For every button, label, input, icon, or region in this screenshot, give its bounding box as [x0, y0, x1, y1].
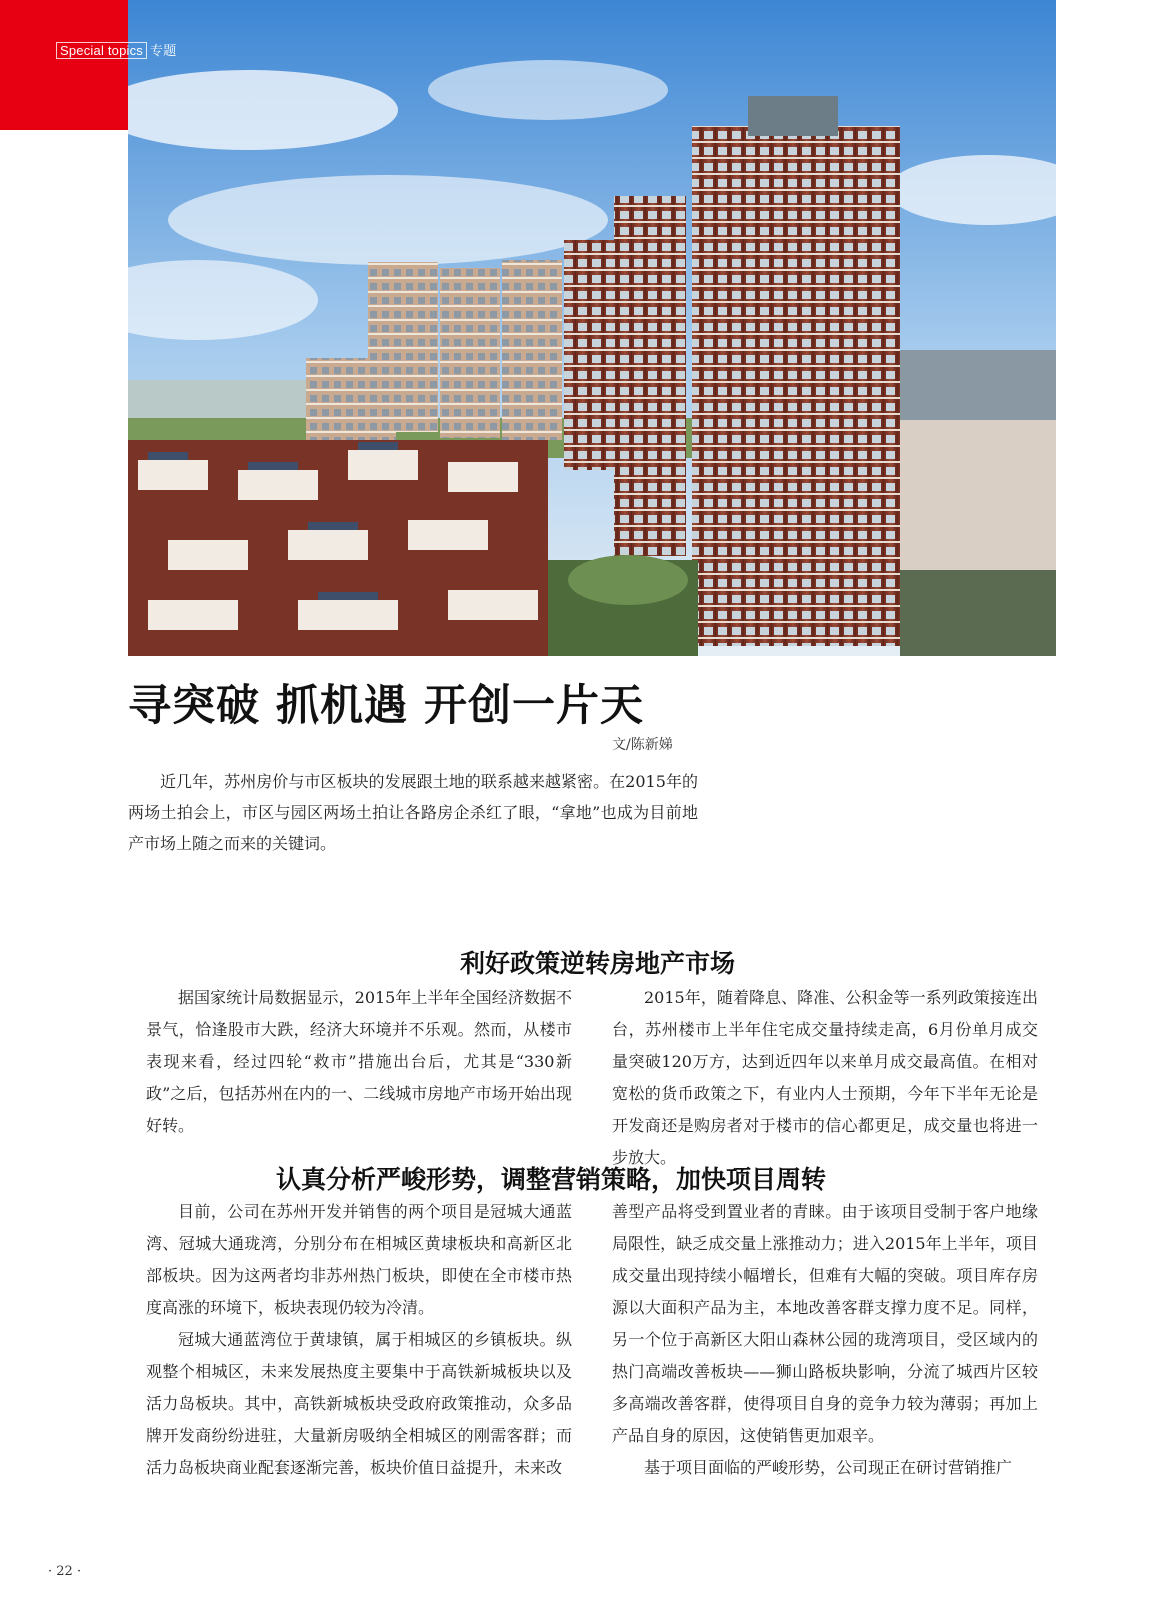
section2-right-column [612, 1196, 1038, 1484]
hero-photo [128, 0, 1056, 656]
section-tag [56, 40, 176, 59]
section1-left-paragraph: 据国家统计局数据显示，2015年上半年全国经济数据不景气，恰逢股市大跌，经济大环境并不乐观。然而，从楼市表现来看，经过四轮“救市”措施出台后，尤其是“330新政”之后，包括苏州在内的一、二线城市房地产市场开始出现好转。 [146, 988, 572, 1135]
section2-right-paragraph-1: 善型产品将受到置业者的青睐。由于该项目受制于客户地缘局限性，缺乏成交量上涨推动力；进入2015年上半年，项目成交量出现持续小幅增长，但难有大幅的突破。项目库存房源以大面积产品为主，本地改善客群支撑力度不足。同样，另一个位于高新区大阳山森林公园的珑湾项目，受区域内的热门高端改善板块——狮山路板块影响，分流了城西片区较多高端改善客群，使得项目自身的竞争力较为薄弱；再加上产品自身的原因，这使销售更加艰辛。 [612, 1202, 1038, 1445]
section2-left-paragraph-2: 冠城大通蓝湾位于黄埭镇，属于相城区的乡镇板块。纵观整个相城区，未来发展热度主要集中于高铁新城板块以及活力岛板块。其中，高铁新城板块受政府政策推动，众多品牌开发商纷纷进驻，大量新房吸纳全相城区的刚需客群；而活力岛板块商业配套逐渐完善，板块价值日益提升，未来改 [146, 1330, 572, 1477]
section1-right-column [612, 982, 1038, 1174]
section1-right-paragraph: 2015年，随着降息、降准、公积金等一系列政策接连出台，苏州楼市上半年住宅成交量持续走高，6月份单月成交量突破120万方，达到近四年以来单月成交最高值。在相对宽松的货币政策之下，有业内人士预期，今年下半年无论是开发商还是购房者对于楼市的信心都更足，成交量也将进一步放大。 [612, 988, 1038, 1167]
section2-left-column [146, 1196, 572, 1484]
page-number: · 22 · [48, 1564, 82, 1579]
section2-left-paragraph-1: 目前，公司在苏州开发并销售的两个项目是冠城大通蓝湾、冠城大通珑湾，分别分布在相城区黄埭板块和高新区北部板块。因为这两者均非苏州热门板块，即使在全市楼市热度高涨的环境下，板块表现仍较为冷清。 [146, 1202, 572, 1317]
section-color-block [0, 0, 128, 130]
section2-heading: 认真分析严峻形势，调整营销策略，加快项目周转 [276, 1165, 827, 1194]
article-author: 文/陈新娣 [612, 737, 673, 753]
section1-heading: 利好政策逆转房地产市场 [460, 949, 736, 978]
section1-left-column [146, 982, 572, 1142]
section-tag-en: Special topics [56, 42, 147, 59]
article-title: 寻突破 抓机遇 开创一片天 [128, 681, 644, 731]
section2-right-paragraph-2: 基于项目面临的严峻形势，公司现正在研讨营销推广 [644, 1458, 1013, 1477]
section-tag-cn: 专题 [150, 43, 177, 58]
article-lead: 近几年，苏州房价与市区板块的发展跟土地的联系越来越紧密。在2015年的两场土拍会上，市区与园区两场土拍让各路房企杀红了眼，“拿地”也成为目前地产市场上随之而来的关键词。 [128, 772, 698, 853]
